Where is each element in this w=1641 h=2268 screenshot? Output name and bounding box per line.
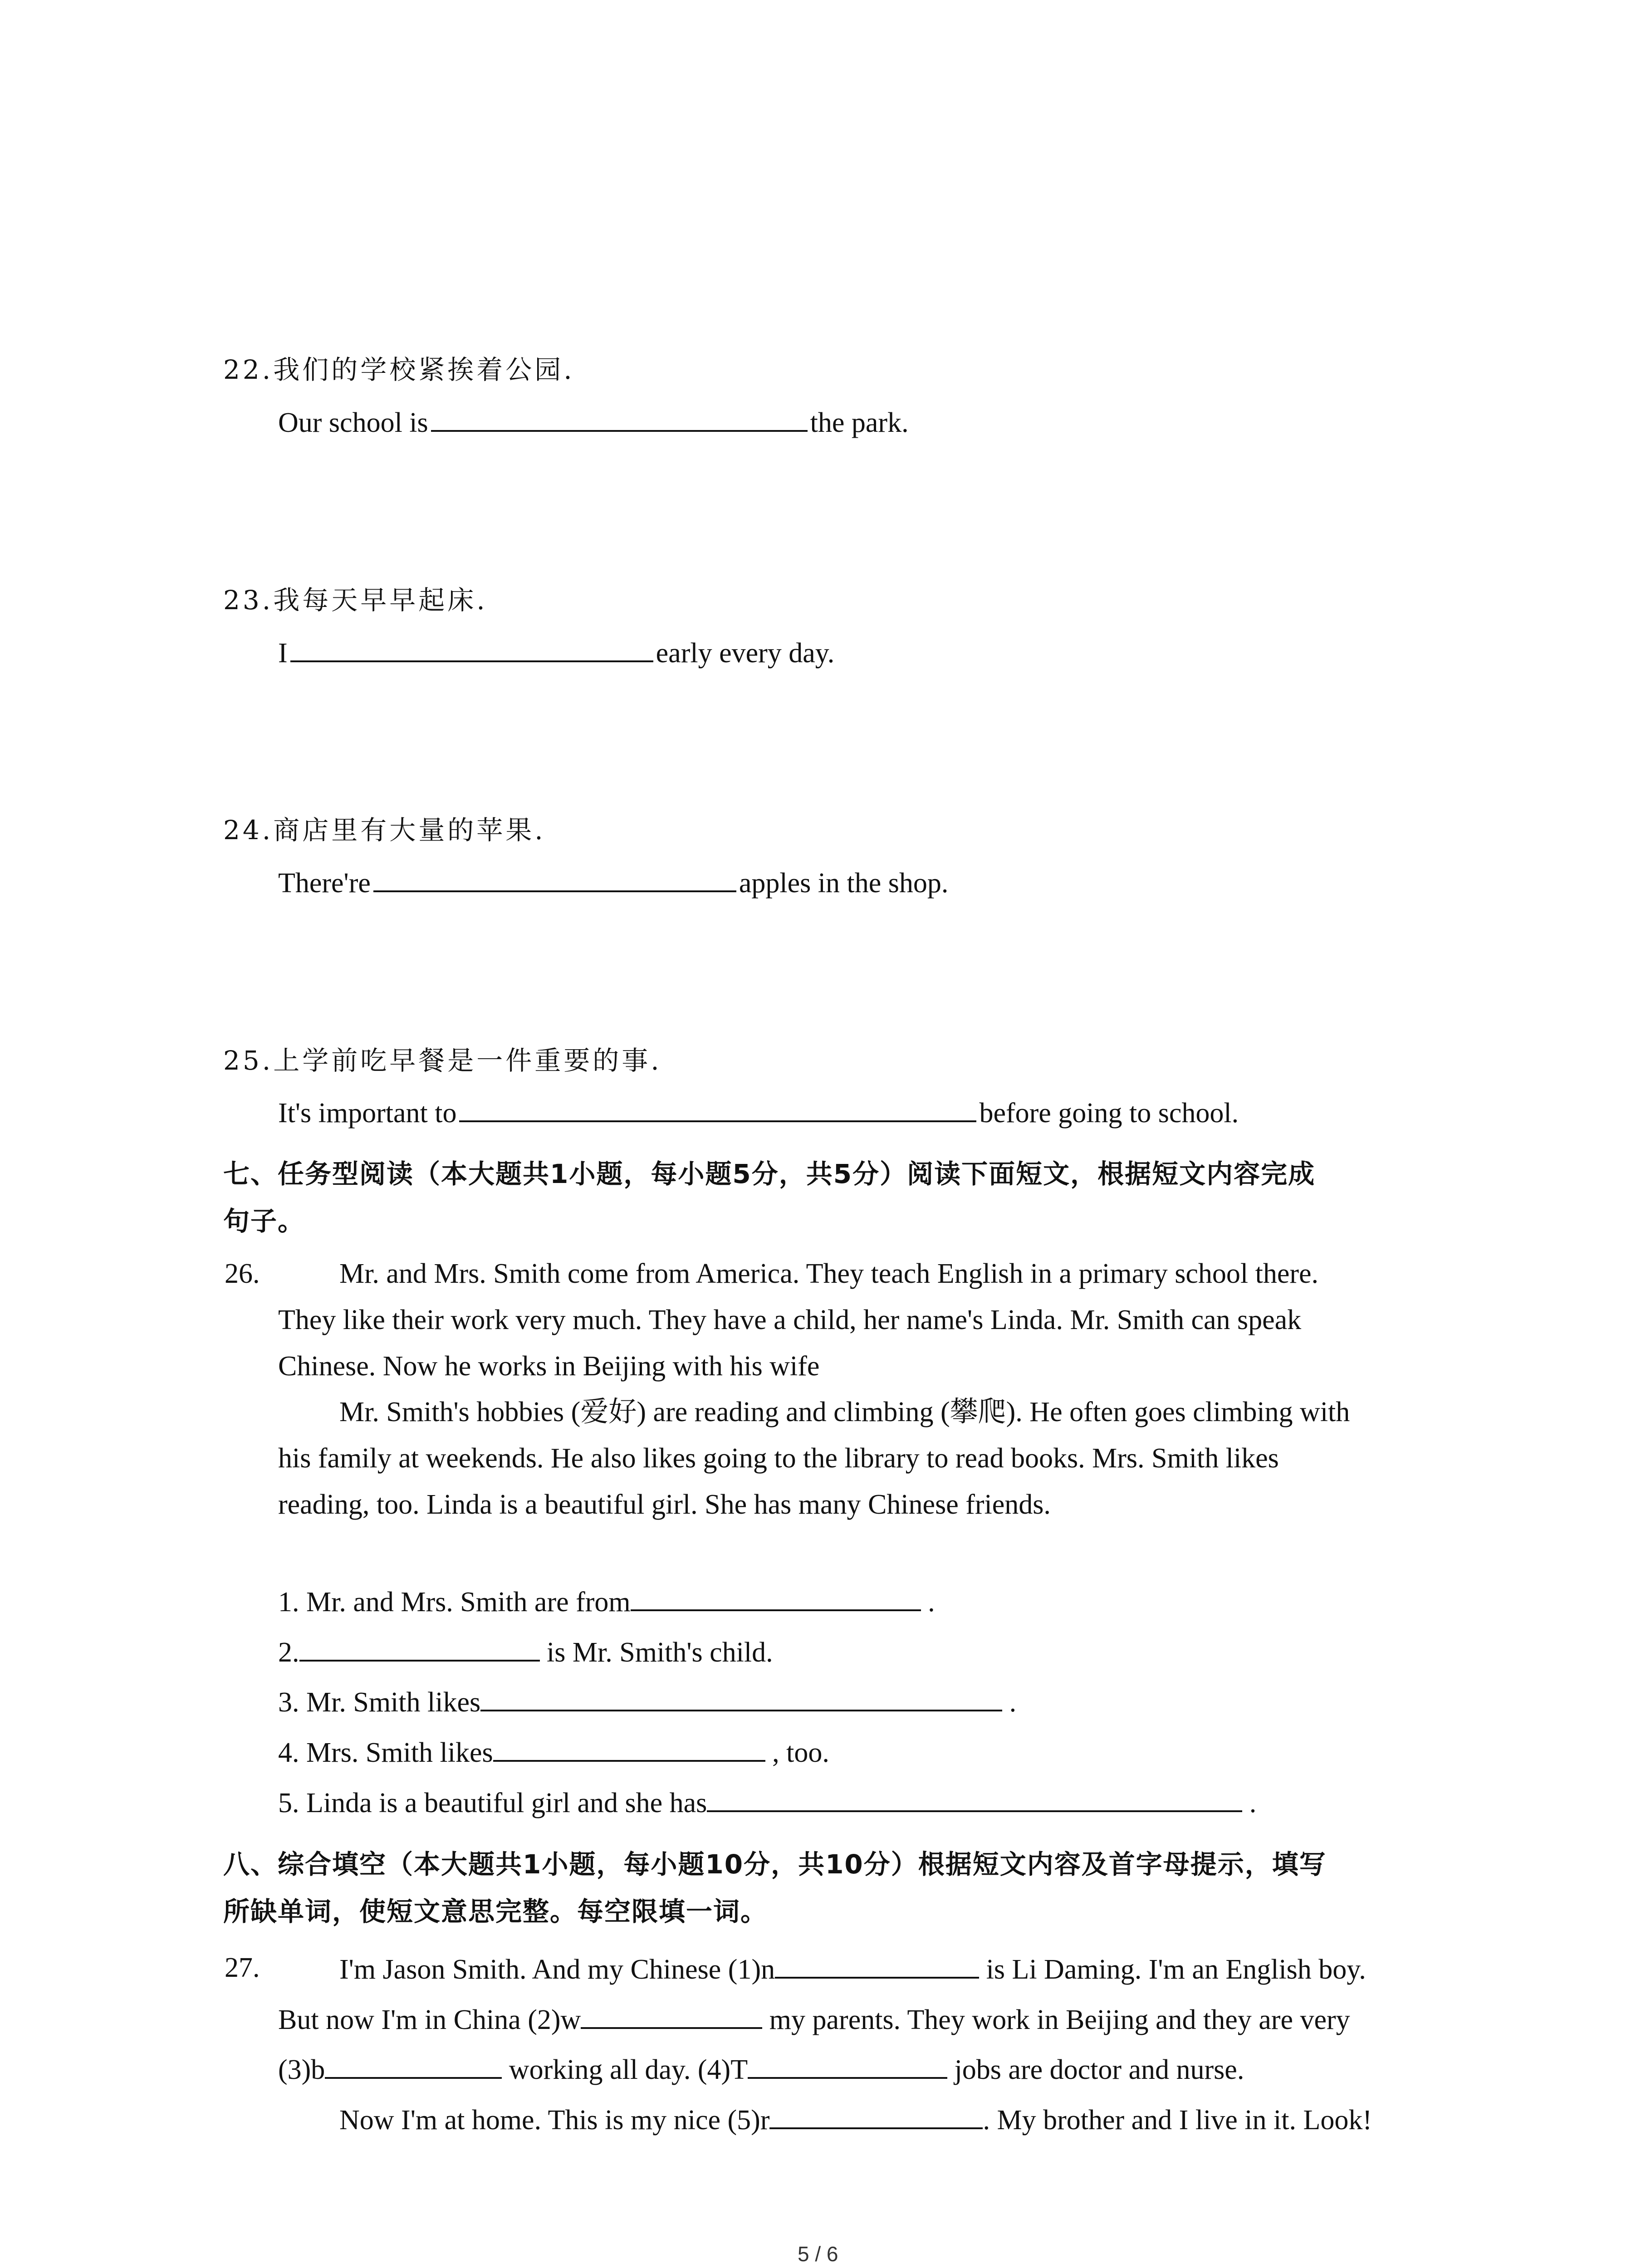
q27-blank-1[interactable] [775,1950,979,1979]
q24-sentence: There're apples in the shop. [278,863,948,901]
q24-chinese: 24.商店里有大量的苹果. [223,815,546,846]
section7-heading-line1: 七、任务型阅读（本大题共1小题，每小题5分，共5分）阅读下面短文，根据短文内容完成 [223,1158,1316,1189]
q26-passage-line3: Chinese. Now he works in Beijing with his wife [278,1351,820,1382]
q26-passage-line5: his family at weekends. He also likes going to the library to read books. Mrs. Smith likes [278,1443,1279,1474]
q22-sentence: Our school is the park. [278,403,909,441]
q27-line4: Now I'm at home. This is my nice (5)r . My brother and I live in it. Look! [339,2100,1372,2138]
q26-item-5: 5. Linda is a beautiful girl and she has . [278,1783,1256,1821]
q27-blank-2[interactable] [581,2000,762,2029]
q26-item-2: 2. is Mr. Smith's child. [278,1633,773,1671]
q26-item-2-blank[interactable] [299,1633,540,1662]
q27-line2: But now I'm in China (2)w my parents. They work in Beijing and they are very [278,2000,1350,2038]
q26-item-3-blank[interactable] [480,1682,1002,1711]
q26-item-4-blank[interactable] [493,1733,765,1762]
q26-number: 26. [225,1258,260,1289]
q23-blank[interactable] [290,633,653,662]
q26-item-3: 3. Mr. Smith likes . [278,1682,1016,1721]
section7-heading-line2: 句子。 [223,1206,305,1237]
q26-item-1: 1. Mr. and Mrs. Smith are from . [278,1582,935,1620]
q27-line1: I'm Jason Smith. And my Chinese (1)n is Li Daming. I'm an English boy. [339,1950,1366,1988]
q27-number: 27. [225,1952,260,1983]
q22-chinese: 22.我们的学校紧挨着公园. [223,354,575,385]
q24-blank[interactable] [373,863,736,892]
q26-item-1-blank[interactable] [631,1582,921,1611]
q27-blank-4[interactable] [748,2050,947,2079]
q25-blank[interactable] [459,1093,976,1122]
q26-passage-line2: They like their work very much. They have a child, her name's Linda. Mr. Smith can speak [278,1305,1302,1335]
page-number: 5 / 6 [798,2242,838,2266]
q23-chinese: 23.我每天早早起床. [223,585,488,616]
q26-passage-line6: reading, too. Linda is a beautiful girl. She has many Chinese friends. [278,1489,1051,1520]
section8-heading-line1: 八、综合填空（本大题共1小题，每小题10分，共10分）根据短文内容及首字母提示，填写 [223,1849,1327,1880]
q23-sentence: I early every day. [278,633,834,671]
q26-passage-line4: Mr. Smith's hobbies (爱好) are reading and climbing (攀爬). He often goes climbing with [339,1397,1350,1427]
q26-item-4: 4. Mrs. Smith likes , too. [278,1733,829,1771]
q26-passage-line1: Mr. and Mrs. Smith come from America. They teach English in a primary school there. [339,1258,1319,1289]
q27-line3: (3)b working all day. (4)T jobs are doctor and nurse. [278,2050,1244,2088]
q27-blank-3[interactable] [325,2050,502,2079]
q25-sentence: It's important to before going to school. [278,1093,1239,1131]
q25-chinese: 25.上学前吃早餐是一件重要的事. [223,1045,662,1076]
q26-item-5-blank[interactable] [707,1783,1242,1812]
q27-blank-5[interactable] [769,2100,983,2129]
section8-heading-line2: 所缺单词，使短文意思完整。每空限填一词。 [223,1896,768,1927]
q22-blank[interactable] [431,403,808,432]
